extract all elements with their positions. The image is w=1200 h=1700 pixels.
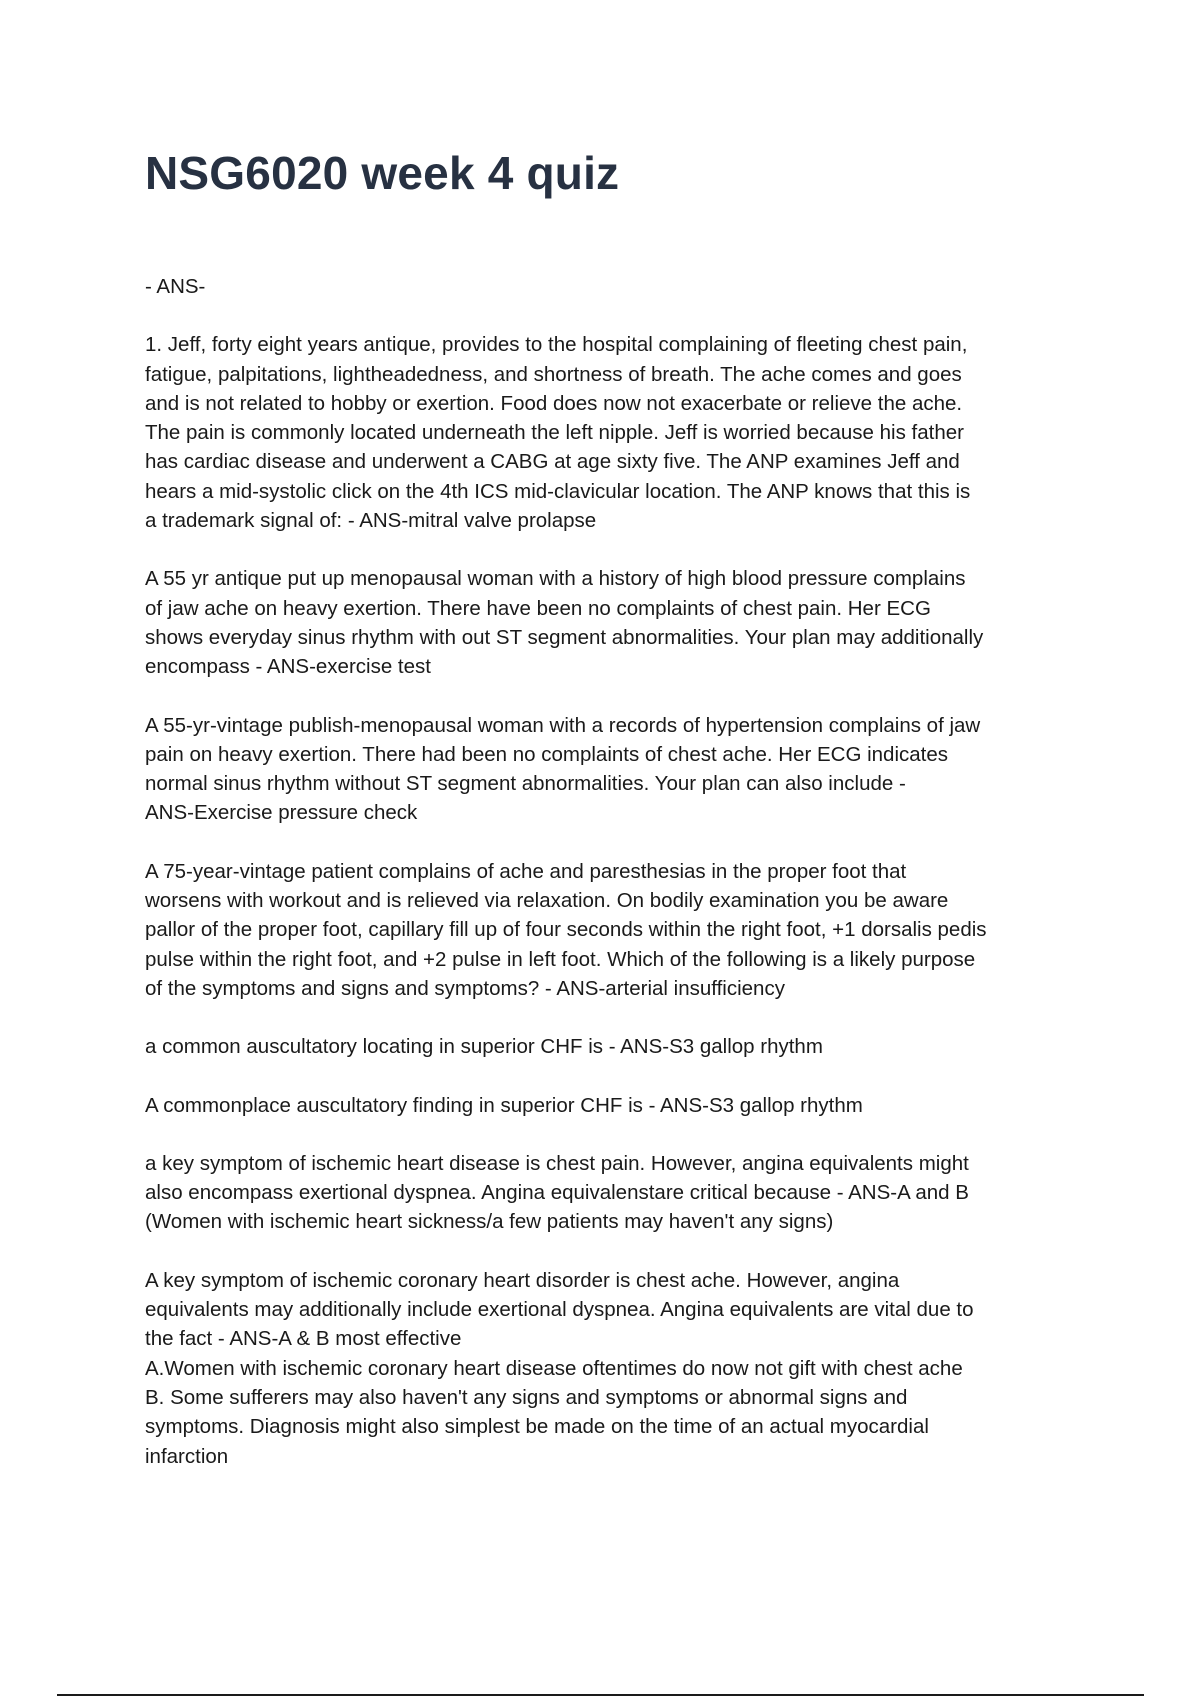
- text-line: a key symptom of ischemic heart disease is chest pain. However, angina equivalents might: [145, 1151, 969, 1175]
- text-line: of the symptoms and signs and symptoms? - ANS-arterial insufficiency: [145, 976, 785, 1000]
- text-line: fatigue, palpitations, lightheadedness, and shortness of breath. The ache comes and goes: [145, 362, 962, 386]
- text-line: and is not related to hobby or exertion. Food does now not exacerbate or relieve the ache.: [145, 391, 963, 415]
- text-line: B. Some sufferers may also haven't any signs and symptoms or abnormal signs and: [145, 1385, 908, 1409]
- question-block-5: [145, 1032, 1065, 1061]
- text-line: a trademark signal of: - ANS-mitral valve prolapse: [145, 509, 597, 533]
- text-line: infarction: [145, 1444, 229, 1468]
- text-line: A.Women with ischemic coronary heart disease oftentimes do now not gift with chest ache: [145, 1356, 963, 1380]
- text-line: symptoms. Diagnosis might also simplest be made on the time of an actual myocardial: [145, 1415, 929, 1439]
- text-line: pallor of the proper foot, capillary fill up of four seconds within the right foot, +1 dorsalis pedis: [145, 918, 987, 942]
- text-line: The pain is commonly located underneath the left nipple. Jeff is worried because his father: [145, 421, 964, 445]
- question-block-1: [145, 330, 1065, 535]
- question-block-3: [145, 711, 1065, 828]
- text-line: worsens with workout and is relieved via relaxation. On bodily examination you be aware: [145, 889, 949, 913]
- text-line: A key symptom of ischemic coronary heart disorder is chest ache. However, angina: [145, 1268, 900, 1292]
- question-block-2: [145, 564, 1065, 681]
- text-line: shows everyday sinus rhythm with out ST segment abnormalities. Your plan may additionally: [145, 625, 984, 649]
- text-line: normal sinus rhythm without ST segment abnormalities. Your plan can also include -: [145, 772, 906, 796]
- text-line: also encompass exertional dyspnea. Angina equivalenstare critical because - ANS-A and B: [145, 1181, 969, 1205]
- text-line: hears a mid-systolic click on the 4th ICS mid-clavicular location. The ANP knows that this is: [145, 479, 971, 503]
- text-line: pulse within the right foot, and +2 pulse in left foot. Which of the following is a likely purpose: [145, 947, 976, 971]
- text-line: the fact - ANS-A & B most effective: [145, 1327, 462, 1351]
- text-line: A 75-year-vintage patient complains of ache and paresthesias in the proper foot that: [145, 859, 907, 883]
- text-line: has cardiac disease and underwent a CABG at age sixty five. The ANP examines Jeff and: [145, 450, 960, 474]
- question-block-6: [145, 1091, 1065, 1120]
- text-line: equivalents may additionally include exertional dyspnea. Angina equivalents are vital due to: [145, 1298, 974, 1322]
- text-line: of jaw ache on heavy exertion. There have been no complaints of chest pain. Her ECG: [145, 596, 931, 620]
- footer-divider: [57, 1694, 1144, 1696]
- text-line: (Women with ischemic heart sickness/a few patients may haven't any signs): [145, 1210, 834, 1234]
- text-line: 1. Jeff, forty eight years antique, provides to the hospital complaining of fleeting chest pain,: [145, 333, 968, 357]
- question-block-4: [145, 857, 1065, 1003]
- text-line: a common auscultatory locating in superior CHF is - ANS-S3 gallop rhythm: [145, 1035, 823, 1059]
- text-line: A 55 yr antique put up menopausal woman with a history of high blood pressure complains: [145, 567, 966, 591]
- text-line: pain on heavy exertion. There had been no complaints of chest ache. Her ECG indicates: [145, 742, 949, 766]
- answer-block-0: [145, 272, 1065, 301]
- text-line: ANS-Exercise pressure check: [145, 801, 418, 825]
- question-block-8: [145, 1266, 1065, 1471]
- text-line: A commonplace auscultatory finding in superior CHF is - ANS-S3 gallop rhythm: [145, 1093, 863, 1117]
- document-body: [145, 272, 1065, 1471]
- document-title: NSG6020 week 4 quiz: [145, 147, 620, 199]
- question-block-7: [145, 1149, 1065, 1237]
- text-line: A 55-yr-vintage publish-menopausal woman with a records of hypertension complains of jaw: [145, 713, 981, 737]
- text-line: - ANS-: [145, 275, 206, 298]
- text-line: encompass - ANS-exercise test: [145, 655, 431, 679]
